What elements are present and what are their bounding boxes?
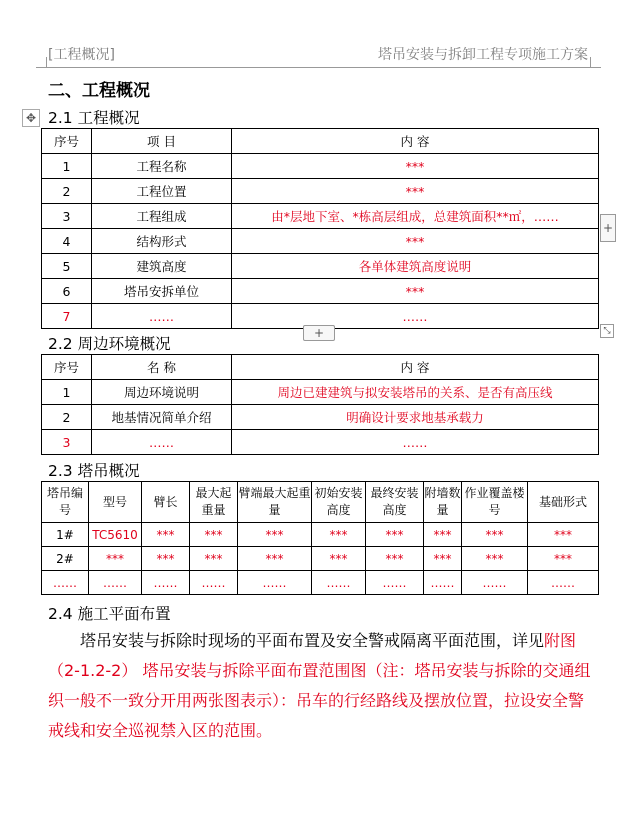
cell: …… <box>366 571 424 595</box>
cell: *** <box>528 523 599 547</box>
table-row <box>42 571 599 595</box>
cell: 地基情况简单介绍 <box>92 405 232 430</box>
table-header-row <box>42 482 599 523</box>
cell: …… <box>238 571 312 595</box>
table-row <box>42 430 599 455</box>
cell: 3 <box>42 430 92 455</box>
cell: 2 <box>42 405 92 430</box>
header-cell: 内 容 <box>232 355 599 380</box>
add-row-plus-icon[interactable]: + <box>303 325 335 341</box>
cell: *** <box>190 547 238 571</box>
header-cell: 作业覆盖楼号 <box>462 482 528 523</box>
table-row <box>42 204 599 229</box>
cell: 结构形式 <box>92 229 232 254</box>
paragraph-highlight-text: 附图（2-1.2-2） 塔吊安装与拆除平面布置范围图（注：塔吊安装与拆除的交通组织一般不一致分开用两张图表示）：吊车的行经路线及摆放位置，拉设安全警戒线和安全巡视禁入区的范围。 <box>48 631 591 740</box>
cell: …… <box>232 430 599 455</box>
table-row <box>42 523 599 547</box>
cell: 2 <box>42 179 92 204</box>
cell: …… <box>232 304 599 329</box>
cell: …… <box>528 571 599 595</box>
header-cell: 名 称 <box>92 355 232 380</box>
cell: *** <box>232 179 599 204</box>
tower-crane-table <box>41 481 599 595</box>
table-row <box>42 380 599 405</box>
table-header-row <box>42 355 599 380</box>
cell: 3 <box>42 204 92 229</box>
header-right-text: 塔吊安装与拆卸工程专项施工方案 <box>378 47 588 63</box>
table-row <box>42 254 599 279</box>
cell: *** <box>238 523 312 547</box>
cell: 7 <box>42 304 92 329</box>
cell: *** <box>142 523 190 547</box>
cell: 周边已建建筑与拟安装塔吊的关系、是否有高压线 <box>232 380 599 405</box>
header-cell: 最终安装高度 <box>366 482 424 523</box>
cell: 塔吊安拆单位 <box>92 279 232 304</box>
cell: 由*层地下室、*栋高层组成，总建筑面积**㎡，…… <box>232 204 599 229</box>
header-rule <box>46 67 590 68</box>
cell: *** <box>312 523 366 547</box>
margin-corner-mark <box>590 57 601 68</box>
cell: *** <box>232 279 599 304</box>
table-header-row <box>42 129 599 154</box>
cell: 明确设计要求地基承载力 <box>232 405 599 430</box>
cell: TC5610 <box>89 523 142 547</box>
header-cell: 序号 <box>42 129 92 154</box>
table-row <box>42 229 599 254</box>
header-cell: 最大起重量 <box>190 482 238 523</box>
cell: *** <box>366 547 424 571</box>
paragraph-text: 塔吊安装与拆除时现场的平面布置及安全警戒隔离平面范围，详见 <box>80 631 545 650</box>
cell: *** <box>462 547 528 571</box>
cell: …… <box>462 571 528 595</box>
cell: …… <box>92 304 232 329</box>
subsection-title-2-2: 2.2 周边环境概况 <box>48 335 171 353</box>
surroundings-table <box>41 354 599 455</box>
cell: *** <box>142 547 190 571</box>
subsection-title-2-1: 2.1 工程概况 <box>48 109 140 127</box>
cell: 各单体建筑高度说明 <box>232 254 599 279</box>
table-move-handle-icon[interactable]: ✥ <box>22 109 40 127</box>
header-cell: 内 容 <box>232 129 599 154</box>
cell: …… <box>312 571 366 595</box>
cell: …… <box>89 571 142 595</box>
cell: …… <box>424 571 462 595</box>
header-cell: 臂长 <box>142 482 190 523</box>
cell: *** <box>528 547 599 571</box>
layout-paragraph <box>48 626 592 746</box>
cell: 1 <box>42 154 92 179</box>
table-row <box>42 179 599 204</box>
cell: …… <box>42 571 89 595</box>
cell: *** <box>232 154 599 179</box>
header-cell: 塔吊编号 <box>42 482 89 523</box>
cell: 2# <box>42 547 89 571</box>
cell: *** <box>424 523 462 547</box>
header-cell: 附墙数量 <box>424 482 462 523</box>
cell: *** <box>312 547 366 571</box>
table-row <box>42 405 599 430</box>
cell: *** <box>238 547 312 571</box>
cell: 周边环境说明 <box>92 380 232 405</box>
header-left-text: [工程概况] <box>48 47 115 63</box>
cell: *** <box>190 523 238 547</box>
header-cell: 序号 <box>42 355 92 380</box>
cell: 工程名称 <box>92 154 232 179</box>
header-cell: 项 目 <box>92 129 232 154</box>
table-row <box>42 154 599 179</box>
cell: *** <box>424 547 462 571</box>
cell: *** <box>462 523 528 547</box>
header-cell: 初始安装高度 <box>312 482 366 523</box>
subsection-title-2-4: 2.4 施工平面布置 <box>48 605 171 623</box>
cell: 1 <box>42 380 92 405</box>
section-title: 二、工程概况 <box>48 81 150 101</box>
cell: …… <box>142 571 190 595</box>
table-row <box>42 279 599 304</box>
cell: 工程位置 <box>92 179 232 204</box>
cell: 1# <box>42 523 89 547</box>
add-column-plus-icon[interactable]: + <box>600 214 616 242</box>
cell: …… <box>92 430 232 455</box>
header-cell: 基础形式 <box>528 482 599 523</box>
header-cell: 型号 <box>89 482 142 523</box>
cell: *** <box>89 547 142 571</box>
project-overview-table <box>41 128 599 329</box>
cell: 5 <box>42 254 92 279</box>
cell: …… <box>190 571 238 595</box>
cell: *** <box>366 523 424 547</box>
cell: 4 <box>42 229 92 254</box>
table-resize-icon[interactable]: ⤡ <box>600 324 614 338</box>
subsection-title-2-3: 2.3 塔吊概况 <box>48 462 140 480</box>
table-row <box>42 547 599 571</box>
cell: 工程组成 <box>92 204 232 229</box>
header-cell: 臂端最大起重量 <box>238 482 312 523</box>
cell: 建筑高度 <box>92 254 232 279</box>
cell: *** <box>232 229 599 254</box>
cell: 6 <box>42 279 92 304</box>
